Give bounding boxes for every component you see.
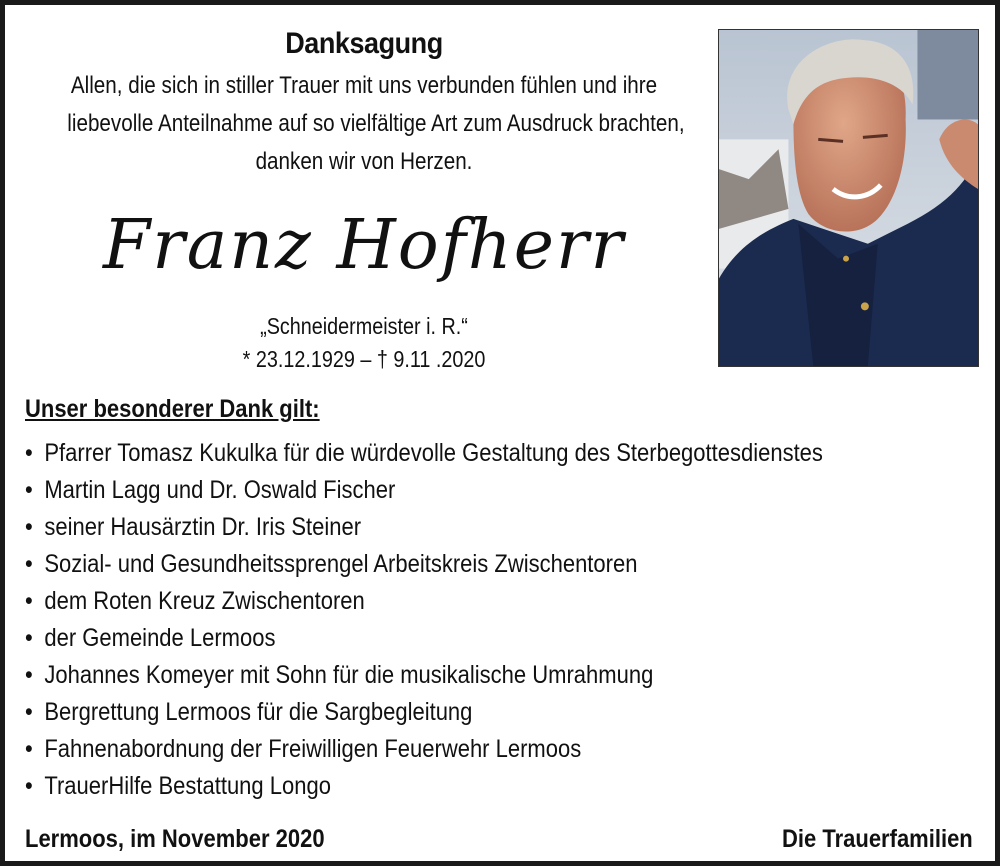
thanks-heading: Unser besonderer Dank gilt:: [25, 395, 320, 423]
bullet: •: [25, 476, 33, 504]
place-date: Lermoos, im November 2020: [25, 825, 325, 853]
header: [19, 27, 709, 181]
notice-title: Danksagung: [285, 27, 443, 60]
bullet: •: [25, 661, 33, 689]
bullet: •: [25, 772, 33, 800]
bullet: •: [25, 587, 33, 615]
bullet: •: [25, 735, 33, 763]
list-item: [25, 657, 870, 694]
list-item-text: dem Roten Kreuz Zwischentoren: [44, 587, 365, 615]
list-item-text: Johannes Komeyer mit Sohn für die musikalische Umrahmung: [44, 661, 654, 689]
list-item: [25, 694, 870, 731]
bullet: •: [25, 624, 33, 652]
bullet: •: [25, 439, 33, 467]
signature: Die Trauerfamilien: [782, 825, 973, 853]
bullet: •: [25, 550, 33, 578]
list-item-text: Bergrettung Lermoos für die Sargbegleitung: [44, 698, 473, 726]
list-item-text: Martin Lagg und Dr. Oswald Fischer: [44, 476, 396, 504]
intro-line: Allen, die sich in stiller Trauer mit uns verbunden fühlen und ihre: [70, 72, 658, 99]
list-item-text: TrauerHilfe Bestattung Longo: [44, 772, 331, 800]
list-item-text: Sozial- und Gesundheitssprengel Arbeitskreis Zwischentoren: [44, 550, 638, 578]
bullet: •: [25, 698, 33, 726]
list-item-text: seiner Hausärztin Dr. Iris Steiner: [44, 513, 362, 541]
bullet: •: [25, 513, 33, 541]
intro-line: liebevolle Anteilnahme auf so vielfältige Art zum Ausdruck brachten,: [67, 110, 685, 137]
thanks-list: [25, 435, 985, 805]
deceased-name: Franz Hofherr: [103, 206, 625, 285]
profession: „Schneidermeister i. R.“: [260, 313, 468, 339]
list-item-text: Pfarrer Tomasz Kukulka für die würdevolle Gestaltung des Sterbegottesdienstes: [44, 439, 823, 467]
list-item: [25, 435, 870, 472]
list-item: [25, 731, 870, 768]
list-item: [25, 472, 870, 509]
list-item-text: der Gemeinde Lermoos: [44, 624, 276, 652]
intro-line: danken wir von Herzen.: [255, 148, 473, 175]
list-item: [25, 509, 870, 546]
list-item: [25, 583, 870, 620]
intro-text: [67, 67, 685, 181]
list-item: [25, 768, 870, 805]
list-item: [25, 620, 870, 657]
list-item-text: Fahnenabordnung der Freiwilligen Feuerwehr Lermoos: [44, 735, 582, 763]
portrait-photo: [718, 29, 979, 367]
list-item: [25, 546, 870, 583]
portrait-photo-icon: [719, 30, 978, 366]
life-dates: * 23.12.1929 – † 9.11 .2020: [242, 346, 486, 372]
